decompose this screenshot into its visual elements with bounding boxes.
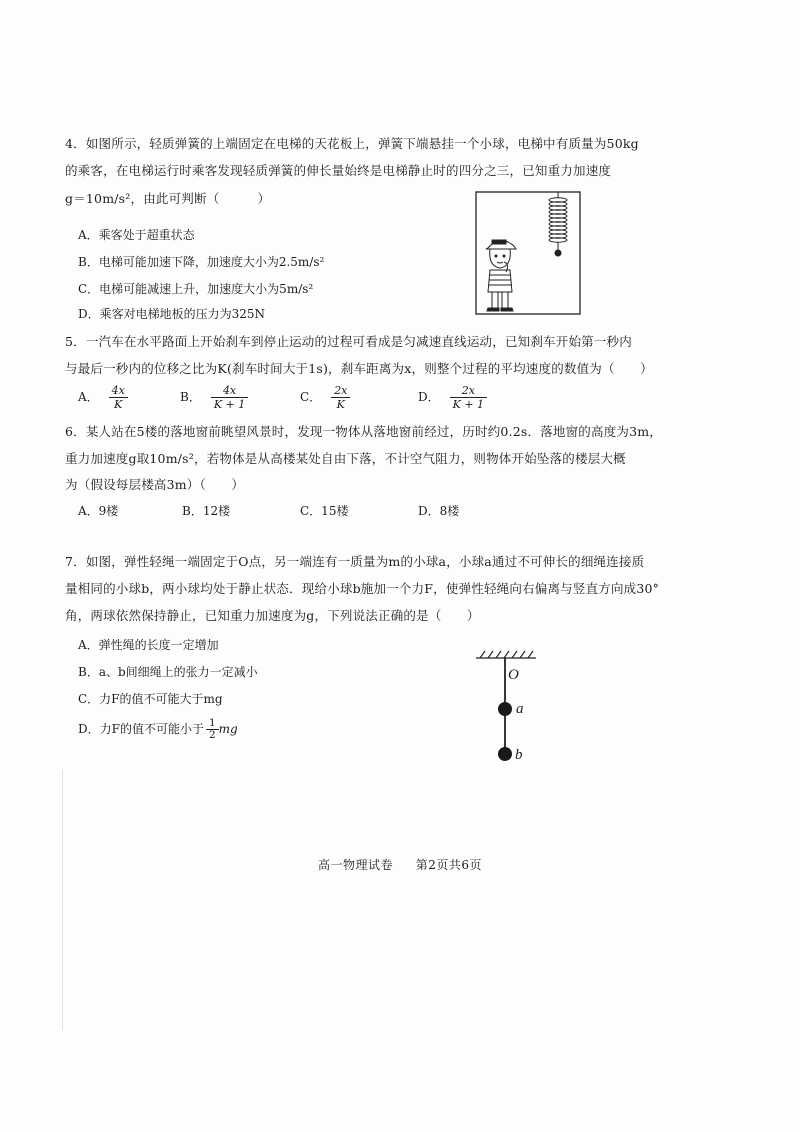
ball-b-icon (498, 747, 512, 761)
q5-option-d: D． $\frac{2x}{K + 1}$ (418, 384, 487, 411)
q6-stem-line1: 6．某人站在5楼的落地窗前眺望风景时，发现一物体从落地窗前经过，历时约0.2s．落地窗的高度为3m， (65, 424, 663, 439)
ceiling-hatch-icon (476, 651, 536, 658)
q4-option-d: D．乘客对电梯地板的压力为325N (78, 307, 266, 321)
q6-option-b: B．12楼 (182, 504, 231, 518)
q4-stem-line1: 4．如图所示，轻质弹簧的上端固定在电梯的天花板上，弹簧下端悬挂一个小球，电梯中有质量为50kg (65, 136, 639, 151)
footer-page-number: 第2页共6页 (415, 858, 482, 872)
q7-stem-line3: 角，两球依然保持静止，已知重力加速度为g，下列说法正确的是（ ） (65, 608, 480, 623)
q5-stem-line2: 与最后一秒内的位移之比为K(刹车时间大于1s)，刹车距离为x，则整个过程的平均速度的数值为（ ） (65, 361, 653, 376)
pendulum-figure (470, 648, 560, 772)
scan-edge-mark (62, 770, 63, 1030)
q6-option-a: A．9楼 (78, 504, 119, 518)
q4-stem-line2: 的乘客，在电梯运行时乘客发现轻质弹簧的伸长量始终是电梯静止时的四分之三，已知重力加速度 (65, 163, 612, 178)
q7-stem-line1: 7．如图，弹性轻绳一端固定于O点，另一端连有一质量为m的小球a，小球a通过不可伸长的细绳连接质 (65, 554, 645, 569)
q4-option-b: B．电梯可能加速下降，加速度大小为2.5m/s² (78, 255, 325, 269)
q7-option-d: D．力F的值不可能小于 $\frac{1}{2}$ mg (78, 717, 238, 741)
passenger-icon (486, 240, 516, 311)
q4-option-a: A．乘客处于超重状态 (78, 228, 195, 242)
hanging-ball-icon (555, 250, 562, 257)
q4-option-c: C．电梯可能减速上升，加速度大小为5m/s² (78, 282, 314, 296)
q7-option-a: A．弹性绳的长度一定增加 (78, 638, 219, 652)
page-footer (0, 856, 800, 873)
q5-option-a: A． $\frac{4x}{K}$ (78, 384, 128, 411)
q4-stem-line3: g＝10m/s²，由此可判断（ ） (65, 191, 271, 206)
q6-option-d: D．8楼 (418, 504, 460, 518)
ball-a-label: a (516, 701, 524, 717)
ball-a-icon (498, 702, 512, 716)
q6-stem-line2: 重力加速度g取10m/s²，若物体是从高楼某处自由下落，不计空气阻力，则物体开始坠落的楼层大概 (65, 451, 626, 466)
elevator-spring-figure (470, 190, 586, 318)
q7-option-c: C．力F的值不可能大于mg (78, 692, 223, 706)
point-o-label: O (508, 667, 519, 683)
q6-option-c: C．15楼 (300, 504, 349, 518)
q5-option-c: C． $\frac{2x}{K}$ (300, 384, 350, 411)
spring-icon (549, 192, 567, 250)
q7-option-b: B．a、b间细绳上的张力一定减小 (78, 665, 258, 679)
ball-b-label: b (515, 747, 523, 763)
q5-stem-line1: 5．一汽车在水平路面上开始刹车到停止运动的过程可看成是匀减速直线运动，已知刹车开始第一秒内 (65, 334, 632, 349)
q5-option-b: B． $\frac{4x}{K + 1}$ (180, 384, 248, 411)
footer-subject: 高一物理试卷 (318, 858, 394, 872)
q7-stem-line2: 量相同的小球b，两小球均处于静止状态．现给小球b施加一个力F，使弹性轻绳向右偏离与竖直方向成30° (65, 581, 660, 596)
q6-stem-line3: 为（假设每层楼高3m）（ ） (65, 477, 245, 492)
